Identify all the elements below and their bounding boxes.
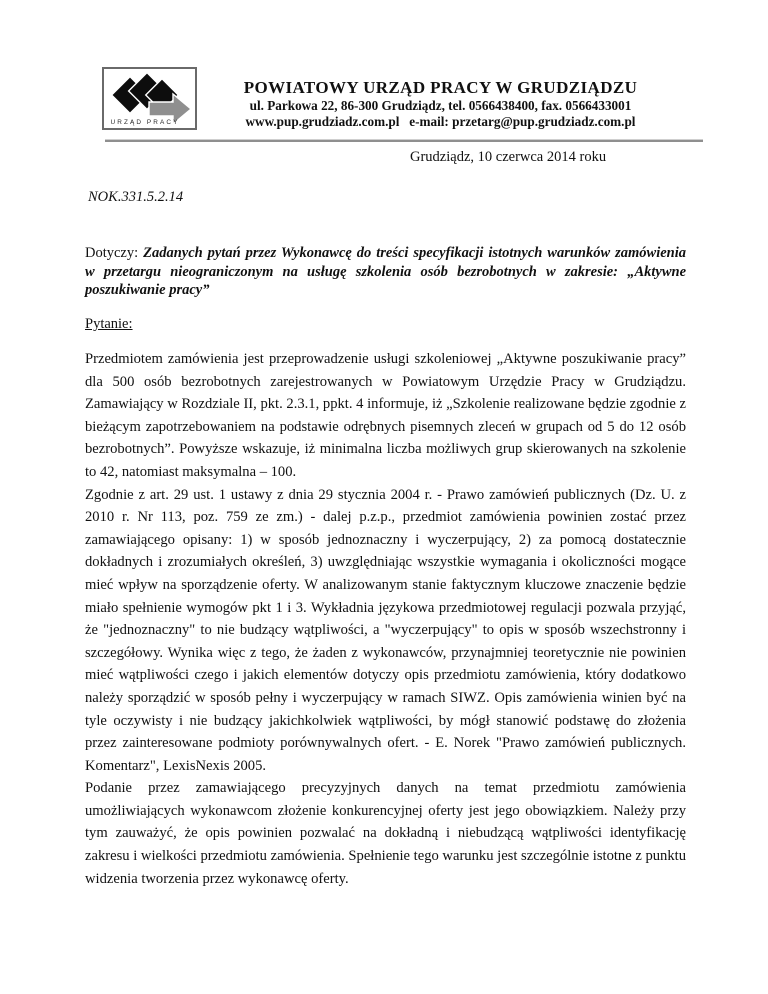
logo-label: URZĄD PRACY	[110, 119, 180, 126]
letter-body	[85, 348, 686, 890]
urzad-pracy-logo	[102, 67, 197, 130]
letterhead-divider	[105, 140, 703, 142]
office-contact: www.pup.grudziadz.com.pl e-mail: przetarg@pup.grudziadz.com.pl	[245, 113, 636, 129]
question-heading: Pytanie:	[85, 316, 133, 332]
paragraph: Podanie przez zamawiającego precyzyjnych danych na temat przedmiotu zamówienia umożliwiających wykonawcom złożenie konkurencyjnej oferty jest jego obowiązkiem. Należy przy tym zauważyć, że opis powinien pozwalać na dokładną i niebudzącą wątpliwości identyfikację zakresu i wielkości przedmiotu zamówienia. Spełnienie tego warunku jest szczególnie istotne z punktu widzenia tworzenia przez wykonawcę oferty.	[85, 780, 687, 887]
subject-text: Zadanych pytań przez Wykonawcę do treści specyfikacji istotnych warunków zamówienia w przetargu nieograniczonym na usługę szkolenia osób bezrobotnych w zakresie: „Aktywne poszukiwanie pracy”	[85, 245, 686, 299]
subject-line	[85, 244, 686, 300]
subject-label: Dotyczy:	[85, 245, 144, 261]
date-line: Grudziądz, 10 czerwca 2014 roku	[410, 149, 607, 165]
office-address: ul. Parkowa 22, 86-300 Grudziądz, tel. 0566438400, fax. 0566433001	[249, 98, 632, 113]
office-name: POWIATOWY URZĄD PRACY W GRUDZIĄDZU	[243, 78, 638, 97]
urzad-pracy-logo-icon	[102, 67, 197, 130]
reference-number: NOK.331.5.2.14	[88, 189, 184, 205]
letterhead-text	[197, 78, 684, 129]
paragraph: Zgodnie z art. 29 ust. 1 ustawy z dnia 29 stycznia 2004 r. - Prawo zamówień publicznych (Dz. U. z 2010 r. Nr 113, poz. 759 ze zm.) - dalej p.z.p., przedmiot zamówienia powinien zostać przez zamawiającego opisany: 1) w sposób jednoznaczny i wyczerpujący, 2) za pomocą dostatecznie dokładnych i zrozumiałych określeń, 3) uwzględniając wszystkie wymagania i okoliczności mogące mieć wpływ na sporządzenie oferty. W analizowanym stanie faktycznym kluczowe znaczenie będzie miało spełnienie wymogów pkt 1 i 3. Wykładnia językowa przedmiotowej regulacji pozwala przyjąć, że "jednoznaczny" to nie budzący wątpliwości, a "wyczerpujący" to opis w sposób wszechstronny i szczegółowy. Wynika więc z tego, że żaden z wykonawców, przynajmniej teoretycznie nie powinien mieć wątpliwości czego i jakich elementów dotyczy opis przedmiotu zamówienia, który dodatkowo należy sporządzić w sposób pełny i wyczerpujący w ramach SIWZ. Opis zamówienia winien być na tyle oczywisty i nie budzący jakichkolwiek wątpliwości, by mógł stanowić podstawę do złożenia przez zainteresowane podmioty porównywalnych ofert. - E. Norek "Prawo zamówień publicznych. Komentarz", LexisNexis 2005.	[85, 486, 686, 774]
paragraph: Przedmiotem zamówienia jest przeprowadzenie usługi szkoleniowej „Aktywne poszukiwanie pracy” dla 500 osób bezrobotnych zarejestrowanych w Powiatowym Urzędzie Pracy w Grudziądzu. Zamawiający w Rozdziale II, pkt. 2.3.1, ppkt. 4 informuje, iż „Szkolenie realizowane będzie zgodnie z bieżącym zapotrzebowaniem na podstawie odrębnych pisemnych zleceń w grupach od 5 do 12 osób bezrobotnych”. Powyższe wskazuje, iż minimalna liczba możliwych grup skierowanych na szkolenie to 42, natomiast maksymalna – 100.	[85, 351, 686, 480]
